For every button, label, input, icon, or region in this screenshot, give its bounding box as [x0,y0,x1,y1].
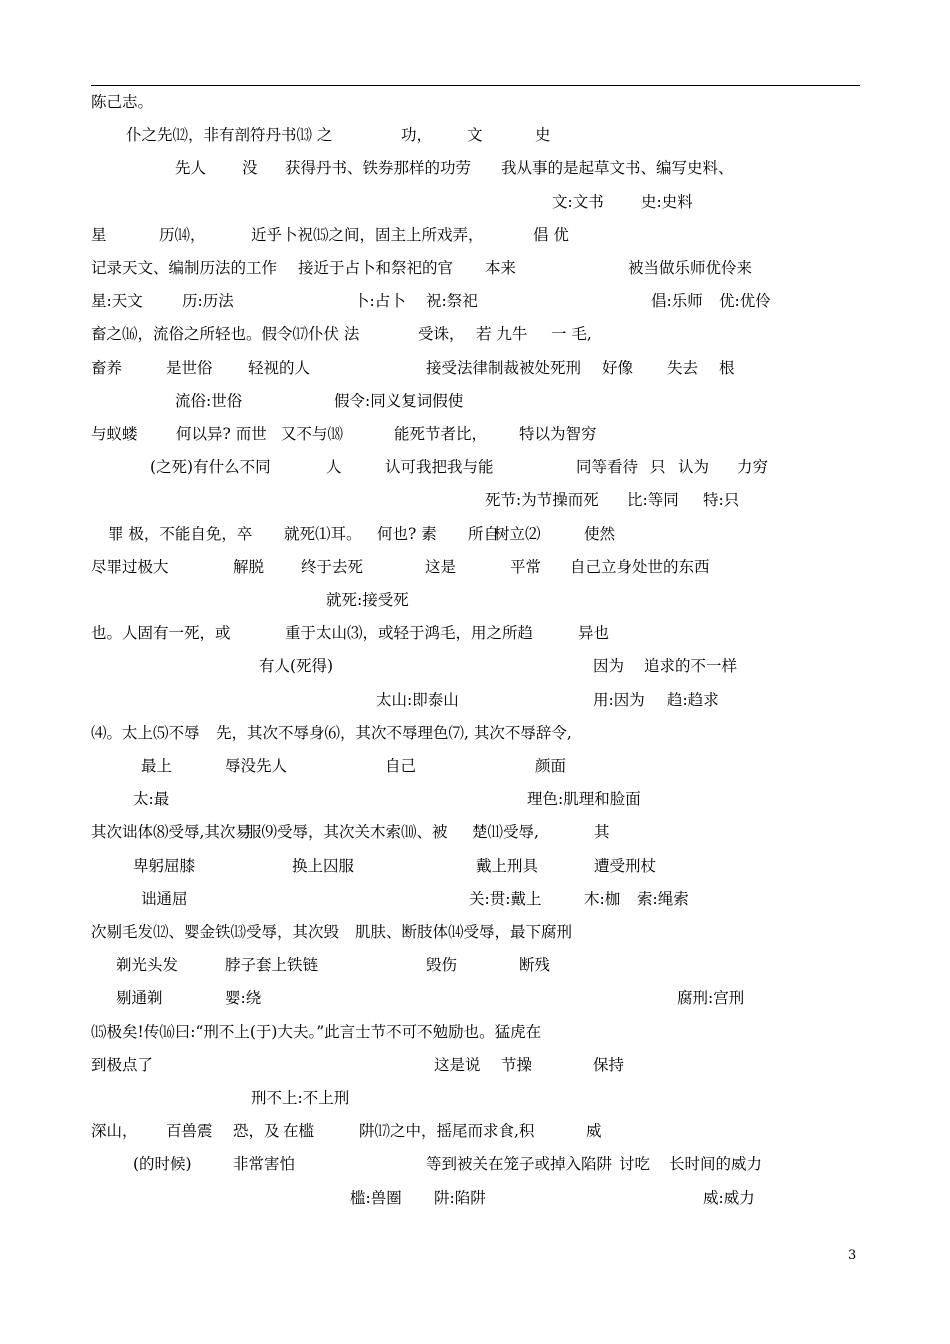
text-segment: 保持 [593,1055,625,1074]
text-line [0,388,950,414]
text-segment: 接受法律制裁被处死刑 [426,358,582,377]
text-segment: 有人(死得) [259,657,334,676]
text-segment: 先人 [175,159,207,178]
text-segment: 星 [91,225,107,244]
text-segment: 祝:祭祀 [426,292,478,311]
text-segment: 其次诎体⑻受辱,其次易 [91,823,251,842]
text-segment: 追求的不一样 [644,657,738,676]
text-segment: 重于太山⑶，或轻于鸿毛，用之所趋 [285,624,534,643]
text-segment: 星:天文 [91,292,143,311]
text-segment: 受诛， [418,325,465,344]
text-segment: 特:只 [703,491,740,510]
text-line [0,321,950,347]
text-segment: 本来 [485,259,517,277]
text-segment: 与蚁蝼 [91,425,138,443]
text-segment: 陈己志。 [91,93,154,111]
text-segment: 又不与⒅ [281,425,344,443]
text-segment: 到极点了 [91,1055,154,1074]
text-segment: 被当做乐师优伶来 [628,259,753,277]
text-segment: 趋:趋求 [667,690,719,709]
text-line [0,155,950,181]
text-segment: 只 [650,458,666,477]
text-segment: 腐刑:宫刑 [677,989,745,1008]
text-segment: 我从事的是起草文书、编写史料、 [501,159,734,178]
text-segment: 异也 [578,624,610,643]
page-number: 3 [848,1248,857,1263]
text-line [0,819,950,845]
text-segment: 同等看待 [576,458,639,477]
text-segment: 没 [242,159,258,178]
text-line [0,122,950,148]
text-segment: 就死:接受死 [326,591,409,609]
text-segment: 阱:陷阱 [434,1188,486,1207]
text-segment: 最上 [141,757,173,775]
text-line [0,421,950,447]
text-segment: 史 [535,126,551,145]
text-segment: 次剔毛发⑿、婴金铁⒀受辱，其次毁 [91,923,340,941]
text-line [0,886,950,912]
text-segment: 讨吃 [619,1155,651,1174]
text-segment: 这是说 [434,1055,481,1074]
text-segment: 人 [326,458,342,477]
text-line [0,1052,950,1078]
text-line [0,1019,950,1045]
text-segment: 这是 [425,557,457,576]
text-segment: 好像 [602,358,634,377]
text-segment: 力穷 [737,458,769,477]
text-line [0,853,950,879]
text-line [0,587,950,613]
text-segment: 因为 [593,657,625,676]
text-segment: 假令:同义复词假使 [334,391,464,410]
text-line [0,653,950,679]
text-segment: 其 [594,823,610,842]
text-segment: 功， [401,126,433,145]
text-line [0,222,950,248]
text-segment: 木:枷 [584,889,621,908]
text-line [0,786,950,812]
text-segment: 优:优伶 [719,292,771,311]
text-segment: 婴:绕 [225,989,262,1008]
text-segment: 流俗:世俗 [175,391,243,410]
text-segment: 索:绳索 [637,889,689,908]
text-segment: 在槛 [283,1122,315,1141]
text-segment: 卑躬屈膝 [133,856,196,875]
text-segment: 卜:占卜 [354,292,406,311]
text-segment: 戴上刑具 [476,856,539,875]
text-segment: 接近于占卜和祭祀的官 [298,259,454,277]
text-line [0,687,950,713]
text-segment: 失去 [667,358,699,377]
text-segment: ⑷。太上⑸不辱 [91,723,200,742]
text-segment: 若 九牛 [476,325,528,344]
text-segment: 太:最 [133,790,170,809]
text-line [0,1085,950,1111]
text-line [0,454,950,480]
text-segment: 文:文书 [552,192,604,211]
text-segment: 脖子套上铁链 [225,956,319,975]
text-segment: 关:贯:戴上 [469,889,542,908]
text-segment: 百兽震 [166,1122,213,1141]
text-line [0,753,950,779]
text-segment: 断残 [519,956,551,975]
text-segment: 罪 极，不能自免，卒 [108,524,253,543]
text-line [0,1185,950,1211]
text-segment: 楚⑾受辱, [472,823,539,842]
text-segment: 死节:为节操而死 [485,491,599,510]
text-segment: 恐，及 [233,1122,280,1141]
text-segment: ⒂极矣!传⒃曰:“刑不上(于)大夫。”此言士节不可不勉励也。猛虎在 [91,1022,542,1041]
text-segment: 刑不上:不上刑 [251,1089,350,1107]
text-segment: 终于去死 [301,557,364,576]
text-segment: 解脱 [233,557,265,576]
text-segment: 也。人固有一死，或 [91,624,231,643]
text-segment: 槛:兽圈 [350,1188,402,1207]
text-segment: 文 [467,126,483,145]
text-segment: 自己立身处世的东西 [570,557,710,576]
text-line [0,554,950,580]
text-line [0,89,950,115]
text-segment: 特以为智穷 [519,425,597,443]
text-segment: 认为 [678,458,710,477]
text-segment: 使然 [584,524,616,543]
text-segment: 遭受刑杖 [594,856,657,875]
text-segment: 辱没先人 [225,757,288,775]
text-line [0,985,950,1011]
text-segment: 肌肤、断肢体⒁受辱，最下腐刑 [355,923,573,941]
text-segment: 近乎卜祝⒂之间，固主上所戏弄， [251,225,484,244]
text-line [0,952,950,978]
text-segment: 等到被关在笼子或掉入陷阱 [426,1155,613,1174]
text-line [0,620,950,646]
text-segment: 自己 [385,757,417,775]
text-segment: 轻视的人 [248,358,311,377]
text-line [0,521,950,547]
text-segment: 畜之⒃，流俗之所轻也。假令⒄仆伏 法 [91,325,360,344]
text-segment: 畜养 [91,358,123,377]
text-segment: 历⒁， [159,225,206,244]
text-segment: 长时间的威力 [669,1155,763,1174]
text-segment: 太山:即泰山 [376,690,459,709]
text-segment: 根 [719,358,735,377]
text-segment: 比:等同 [627,491,679,510]
text-line [0,355,950,381]
text-segment: 历:历法 [182,292,234,311]
text-segment: 威:威力 [703,1188,755,1207]
text-line [0,919,950,945]
text-segment: 一 毛, [551,325,592,344]
header-rule [91,85,860,86]
text-segment: 认可我把我与能 [385,458,494,477]
text-segment: 用:因为 [593,690,645,709]
text-line [0,487,950,513]
text-segment: 剔通剃 [116,989,163,1008]
text-segment: 服⑼受辱，其次关木索⑽、被 [246,823,448,842]
text-segment: 史:史料 [641,192,693,211]
text-line [0,1151,950,1177]
text-segment: 记录天文、编制历法的工作 [91,259,278,277]
text-segment: 尽罪过极大 [91,557,169,576]
text-segment: 何也? 素 [377,524,437,543]
text-segment: 阱⒄之中，摇尾而求食,积 [359,1122,535,1141]
text-segment: (之死)有什么不同 [150,458,271,477]
text-segment: 平常 [510,557,542,576]
text-segment: 节操 [501,1055,533,1074]
text-segment: 颜面 [535,757,567,775]
text-segment: 树立⑵ [494,524,541,543]
text-segment: 威 [586,1122,602,1141]
text-segment: 先，其次不辱身⑹，其次不辱理色⑺, 其次不辱辞令, [216,723,572,742]
text-segment: 获得丹书、铁券那样的功劳 [285,159,472,178]
text-segment: 是世俗 [166,358,213,377]
text-segment: 所自 [468,524,500,543]
text-segment: 何以异? 而世 [176,425,267,443]
text-segment: 倡 优 [533,225,569,244]
text-line [0,720,950,746]
text-segment: 理色:肌理和脸面 [527,790,641,809]
text-segment: 诎通屈 [141,889,188,908]
text-segment: 换上囚服 [292,856,355,875]
text-segment: 就死⑴耳。 [284,524,362,543]
text-segment: 非常害怕 [233,1155,296,1174]
text-segment: 深山， [91,1122,138,1141]
text-line [0,189,950,215]
text-segment: 倡:乐师 [651,292,703,311]
text-line [0,1118,950,1144]
text-line [0,288,950,314]
text-segment: 剃光头发 [116,956,179,975]
text-segment: 仆之先⑿，非有剖符丹书⒀ 之 [126,126,333,145]
text-line [0,255,950,281]
text-segment: 毁伤 [426,956,458,975]
text-segment: (的时候) [133,1155,192,1174]
text-segment: 能死节者比， [394,425,488,443]
